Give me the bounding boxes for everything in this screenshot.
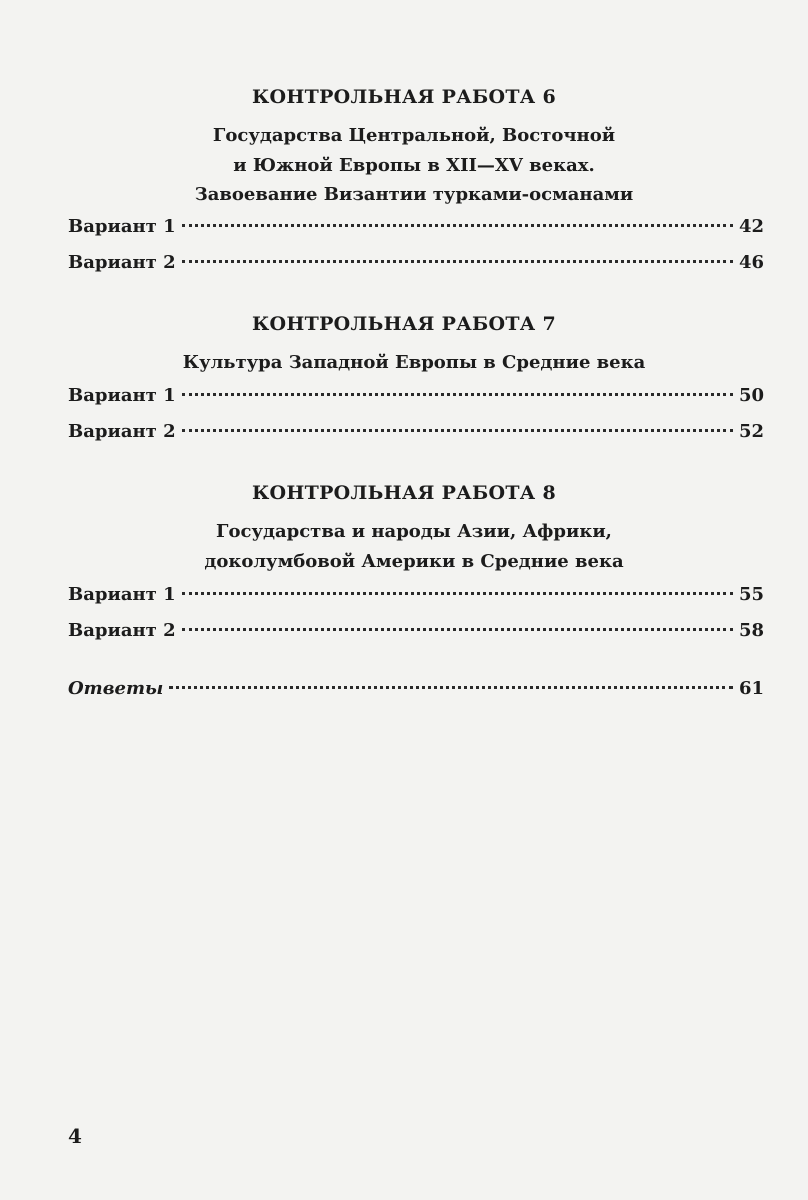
toc-entry-page: 46 [738, 252, 764, 273]
toc-entry-label: Вариант 1 [68, 584, 176, 605]
toc-entry-label: Вариант 2 [68, 252, 176, 273]
toc-entry-label: Вариант 2 [68, 421, 176, 442]
section-8-topic-line-2: доколумбовой Америки в Средние века [204, 551, 624, 572]
toc-entry-6-variant-2[interactable] [68, 252, 764, 278]
dot-leader [169, 686, 733, 689]
section-title-6: КОНТРОЛЬНАЯ РАБОТА 6 [251, 86, 557, 108]
toc-entry-page: 55 [738, 584, 764, 605]
toc-entry-6-variant-1[interactable] [68, 216, 764, 242]
toc-entry-7-variant-1[interactable] [68, 385, 764, 411]
toc-entry-8-variant-2[interactable] [68, 620, 764, 646]
section-6-topic-line-3: Завоевание Византии турками-османами [194, 184, 634, 205]
dot-leader [182, 393, 733, 396]
toc-entry-page: 42 [738, 216, 764, 237]
toc-entry-label: Вариант 1 [68, 216, 176, 237]
toc-entry-8-variant-1[interactable] [68, 584, 764, 610]
dot-leader [182, 429, 733, 432]
section-6-topic-line-1: Государства Центральной, Восточной [212, 125, 616, 146]
dot-leader [182, 592, 733, 595]
dot-leader [182, 224, 733, 227]
toc-entry-page: 52 [738, 421, 764, 442]
toc-entry-page: 61 [738, 678, 764, 699]
toc-entry-label: Вариант 1 [68, 385, 176, 406]
section-8-topic-line-1: Государства и народы Азии, Африки, [216, 521, 612, 542]
toc-entry-page: 58 [738, 620, 764, 641]
toc-entry-answers[interactable] [68, 678, 764, 704]
dot-leader [182, 628, 733, 631]
page-number: 4 [68, 1124, 82, 1148]
dot-leader [182, 260, 733, 263]
toc-entry-label: Вариант 2 [68, 620, 176, 641]
toc-entry-page: 50 [738, 385, 764, 406]
section-7-topic-line-1: Культура Западной Европы в Средние века [182, 352, 646, 373]
section-title-8: КОНТРОЛЬНАЯ РАБОТА 8 [251, 482, 557, 504]
toc-entry-7-variant-2[interactable] [68, 421, 764, 447]
toc-entry-label: Ответы [68, 678, 164, 699]
section-title-7: КОНТРОЛЬНАЯ РАБОТА 7 [251, 313, 557, 335]
section-6-topic-line-2: и Южной Европы в XII—XV веках. [233, 155, 595, 176]
